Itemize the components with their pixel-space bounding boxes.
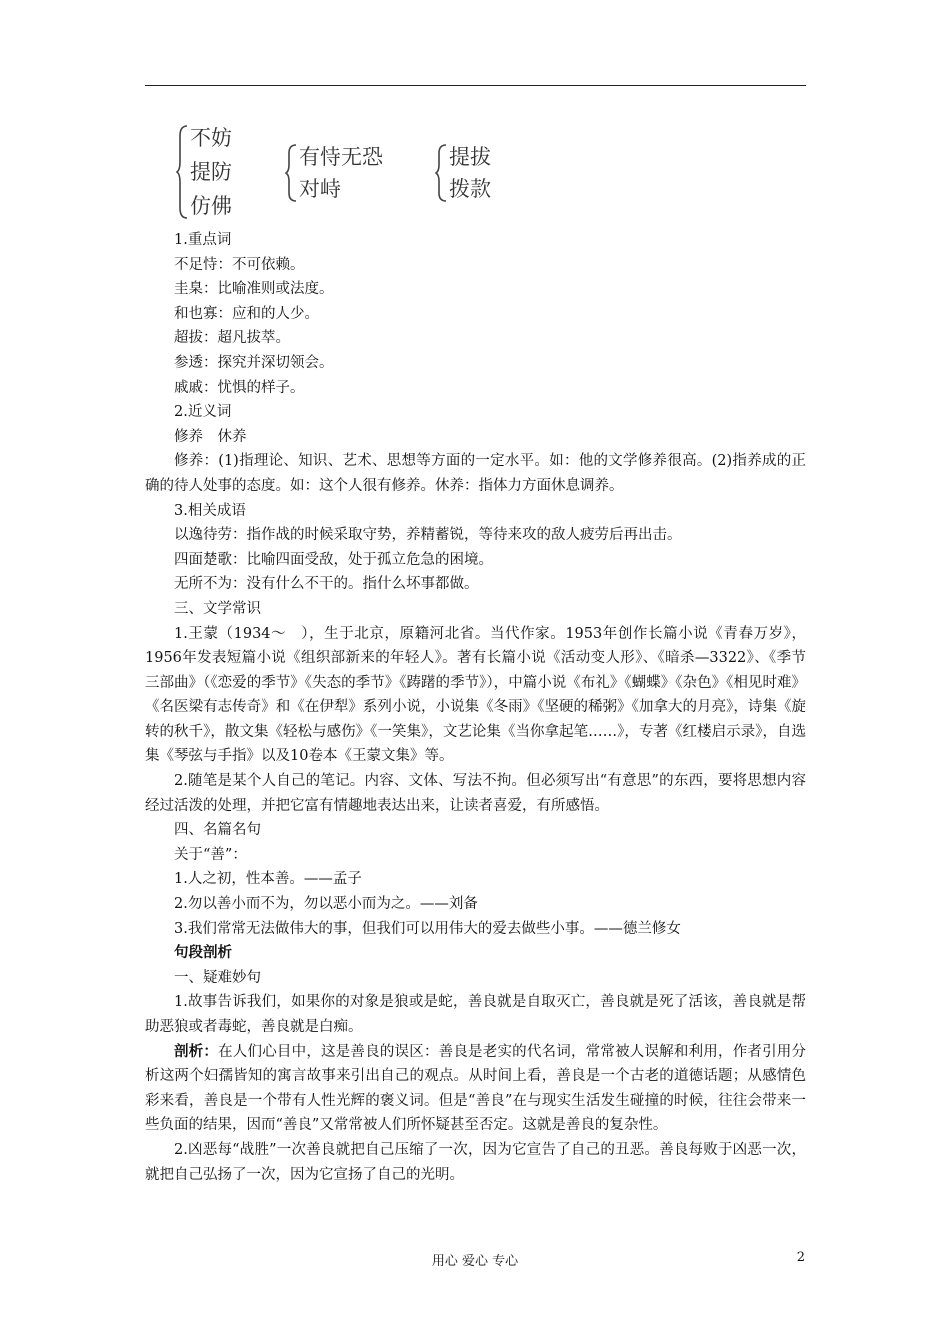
page-number: 2 (796, 1250, 805, 1265)
paragraph: 1.人之初，性本善。——孟子 (174, 871, 362, 888)
paragraph: 一、疑难妙句 (174, 969, 261, 986)
paragraph: 关于“善”： (174, 846, 247, 863)
paragraph: 2.近义词 (174, 404, 232, 421)
word-3-1: 提拔 (449, 145, 491, 169)
paragraph: 圭臬：比喻准则或法度。 (174, 281, 334, 298)
word-2-2: 对峙 (299, 177, 341, 201)
document-body (145, 228, 806, 1187)
paragraph: 无所不为：没有什么不干的。指什么坏事都做。 (174, 576, 479, 593)
brace-icon (285, 141, 299, 205)
analysis-label: 剖析： (174, 1042, 219, 1060)
section-heading: 句段剖析 (174, 944, 232, 962)
analysis-paragraph (145, 1040, 806, 1138)
analysis-text: 在人们心目中，这是善良的误区：善良是老实的代名词，常常被人误解和利用，作者引用分析这两个妇孺皆知的寓言故事来引出自己的观点。从时间上看，善良是一个古老的道德话题；从感情色彩来看，善良是一个带有人性光辉的褒义词。但是“善良”在与现实生活发生碰撞的时候，往往会带来一些负面的结果，因而“善良”又常常被人们所怀疑甚至否定。这就是善良的复杂性。 (145, 1043, 806, 1134)
paragraph: 超拔：超凡拔萃。 (174, 330, 290, 347)
paragraph: 四、名篇名句 (174, 822, 261, 839)
word-group-2 (285, 141, 405, 205)
paragraph: 以逸待劳：指作战的时候采取守势，养精蓄锐，等待来攻的敌人疲劳后再出击。 (174, 527, 682, 544)
paragraph: 1.王蒙（1934～ ），生于北京，原籍河北省。当代作家。1953年创作长篇小说《青春万岁》，1956年发表短篇小说《组织部新来的年轻人》。著有长篇小说《活动变人形》、《暗杀—3322》、《季节三部曲》（《恋爱的季节》《失态的季节》《踌躇的季节》），中篇小说《布礼》《蝴蝶》《杂色》《相见时难》《名医梁有志传奇》和《在伊犁》系列小说，小说集《冬雨》《坚硬的稀粥》《加拿大的月亮》，诗集《旋转的秋千》，散文集《轻松与感伤》《一笑集》，文艺论集《当你拿起笔……》，专著《红楼启示录》，自选集《琴弦与手指》以及10卷本《王蒙文集》等。 (145, 625, 806, 765)
word-1-2: 提防 (190, 160, 232, 184)
word-2-1: 有恃无恐 (299, 145, 383, 169)
paragraph: 四面楚歌：比喻四面受敌，处于孤立危急的困境。 (174, 551, 493, 568)
paragraph: 戚戚：忧惧的样子。 (174, 379, 305, 396)
brace-icon (435, 141, 449, 205)
word-group-3 (435, 141, 515, 205)
paragraph: 2.勿以善小而不为，勿以恶小而为之。——刘备 (174, 896, 478, 913)
paragraph: 2.凶恶每“战胜”一次善良就把自己压缩了一次，因为它宣告了自己的丑恶。善良每败于凶恶一次，就把自己弘扬了一次，因为它宣扬了自己的光明。 (145, 1141, 806, 1183)
word-1-1: 不妨 (190, 126, 232, 150)
paragraph: 修养：(1)指理论、知识、艺术、思想等方面的一定水平。如：他的文学修养很高。(2)指养成的正确的待人处事的态度。如：这个人很有修养。休养：指体力方面休息调养。 (145, 453, 806, 494)
word-1-3: 仿佛 (190, 194, 232, 218)
paragraph: 三、文学常识 (174, 600, 261, 617)
footer-motto: 用心 爱心 专心 (431, 1254, 519, 1269)
paragraph: 1.重点词 (174, 232, 232, 248)
paragraph: 3.我们常常无法做伟大的事，但我们可以用伟大的爱去做些小事。——德兰修女 (174, 920, 681, 937)
header-rule (145, 85, 806, 86)
paragraph: 修养 休养 (174, 428, 247, 445)
paragraph: 2.随笔是某个人自己的笔记。内容、文体、写法不拘。但必须写出“有意思”的东西，要将思想内容经过活泼的处理，并把它富有情趣地表达出来，让读者喜爱，有所感悟。 (145, 773, 806, 814)
paragraph: 不足恃：不可依赖。 (174, 256, 305, 273)
paragraph: 1.故事告诉我们，如果你的对象是狼或是蛇，善良就是自取灭亡，善良就是死了活该，善良就是帮助恶狼或者毒蛇，善良就是白痴。 (145, 994, 806, 1035)
paragraph: 和也寡：应和的人少。 (174, 305, 319, 322)
brace-icon (176, 122, 190, 222)
word-group-1 (176, 122, 256, 222)
word-3-2: 拨款 (449, 177, 491, 201)
paragraph: 3.相关成语 (174, 502, 246, 519)
paragraph: 参透：探究并深切领会。 (174, 354, 334, 371)
